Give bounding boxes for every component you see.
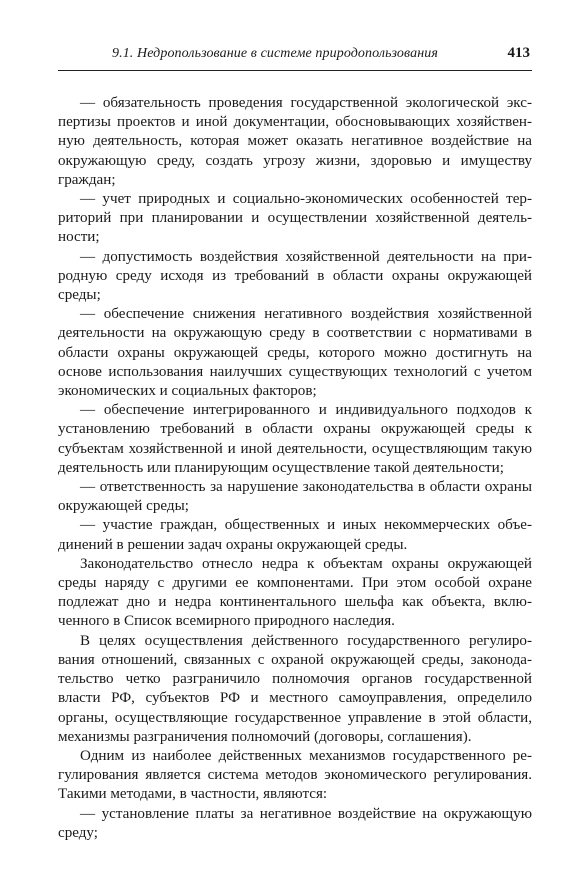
list-item-expert-review: — обязательность проведения государственной экологической экспертизы проектов и иной документации, обосновывающих хозяйственную деятельность, которая может оказать негативное воздействие на окружающую среду, создать угрозу жизни, здоровью и имуществу граждан; xyxy=(58,95,532,188)
list-item-integrated-approach: — обеспечение интегрированного и индивидуального подходов к установлению требований в области охраны окружающей среды к субъектам хозяйственной и иной деятельности, осуществляющим такую деятельность или планирующим осуществление такой деятельности; xyxy=(58,402,532,476)
page-body xyxy=(58,94,532,843)
list-item-liability: — ответственность за нарушение законодательства в области охраны окружающей среды; xyxy=(58,479,532,515)
list-item-impact-fee: — установление платы за негативное воздействие на окружающую среду; xyxy=(58,805,532,841)
paragraph-economic-regulation: Одним из наиболее действенных механизмов государственного регулирования является система методов экономического регулирования. Такими методами, в частности, являются: xyxy=(58,747,532,803)
running-header xyxy=(58,40,532,71)
book-page xyxy=(58,40,532,843)
paragraph-subsoil-protection: Законодательство отнесло недра к объектам охраны окружающей среды наряду с другими ее компонентами. При этом особой охране подлежат дно и недра континентального шельфа как объекта, включенного в Список всемирного природного наследия. xyxy=(58,555,532,630)
list-item-citizen-participation: — участие граждан, общественных и иных некоммерческих объединений в решении задач охраны окружающей среды. xyxy=(58,517,532,553)
page-number: 413 xyxy=(507,45,530,61)
list-item-permissible-impact: — допустимость воздействия хозяйственной деятельности на природную среду исходя из требований в области охраны окружающей среды; xyxy=(58,248,532,304)
list-item-territorial-features: — учет природных и социально-экономических особенностей территорий при планировании и осуществлении хозяйственной деятельности; xyxy=(58,191,532,246)
running-header-title: 9.1. Недропользование в системе природопользования xyxy=(112,46,438,61)
list-item-impact-reduction: — обеспечение снижения негативного воздействия хозяйственной деятельности на окружающую среду в соответствии с нормативами в области охраны окружающей среды, которого можно достигнуть на основе использования наилучших существующих технологий с учетом экономических и социальных факторов; xyxy=(58,306,532,400)
paragraph-powers-division: В целях осуществления действенного государственного регулирования отношений, связанных с охраной окружающей среды, законодательство четко разграничило полномочия органов государственной власти РФ, субъектов РФ и местного самоуправления, определило органы, осуществляющие государственное управление в этой области, механизмы разграничения полномочий (договоры, соглашения). xyxy=(58,632,532,745)
